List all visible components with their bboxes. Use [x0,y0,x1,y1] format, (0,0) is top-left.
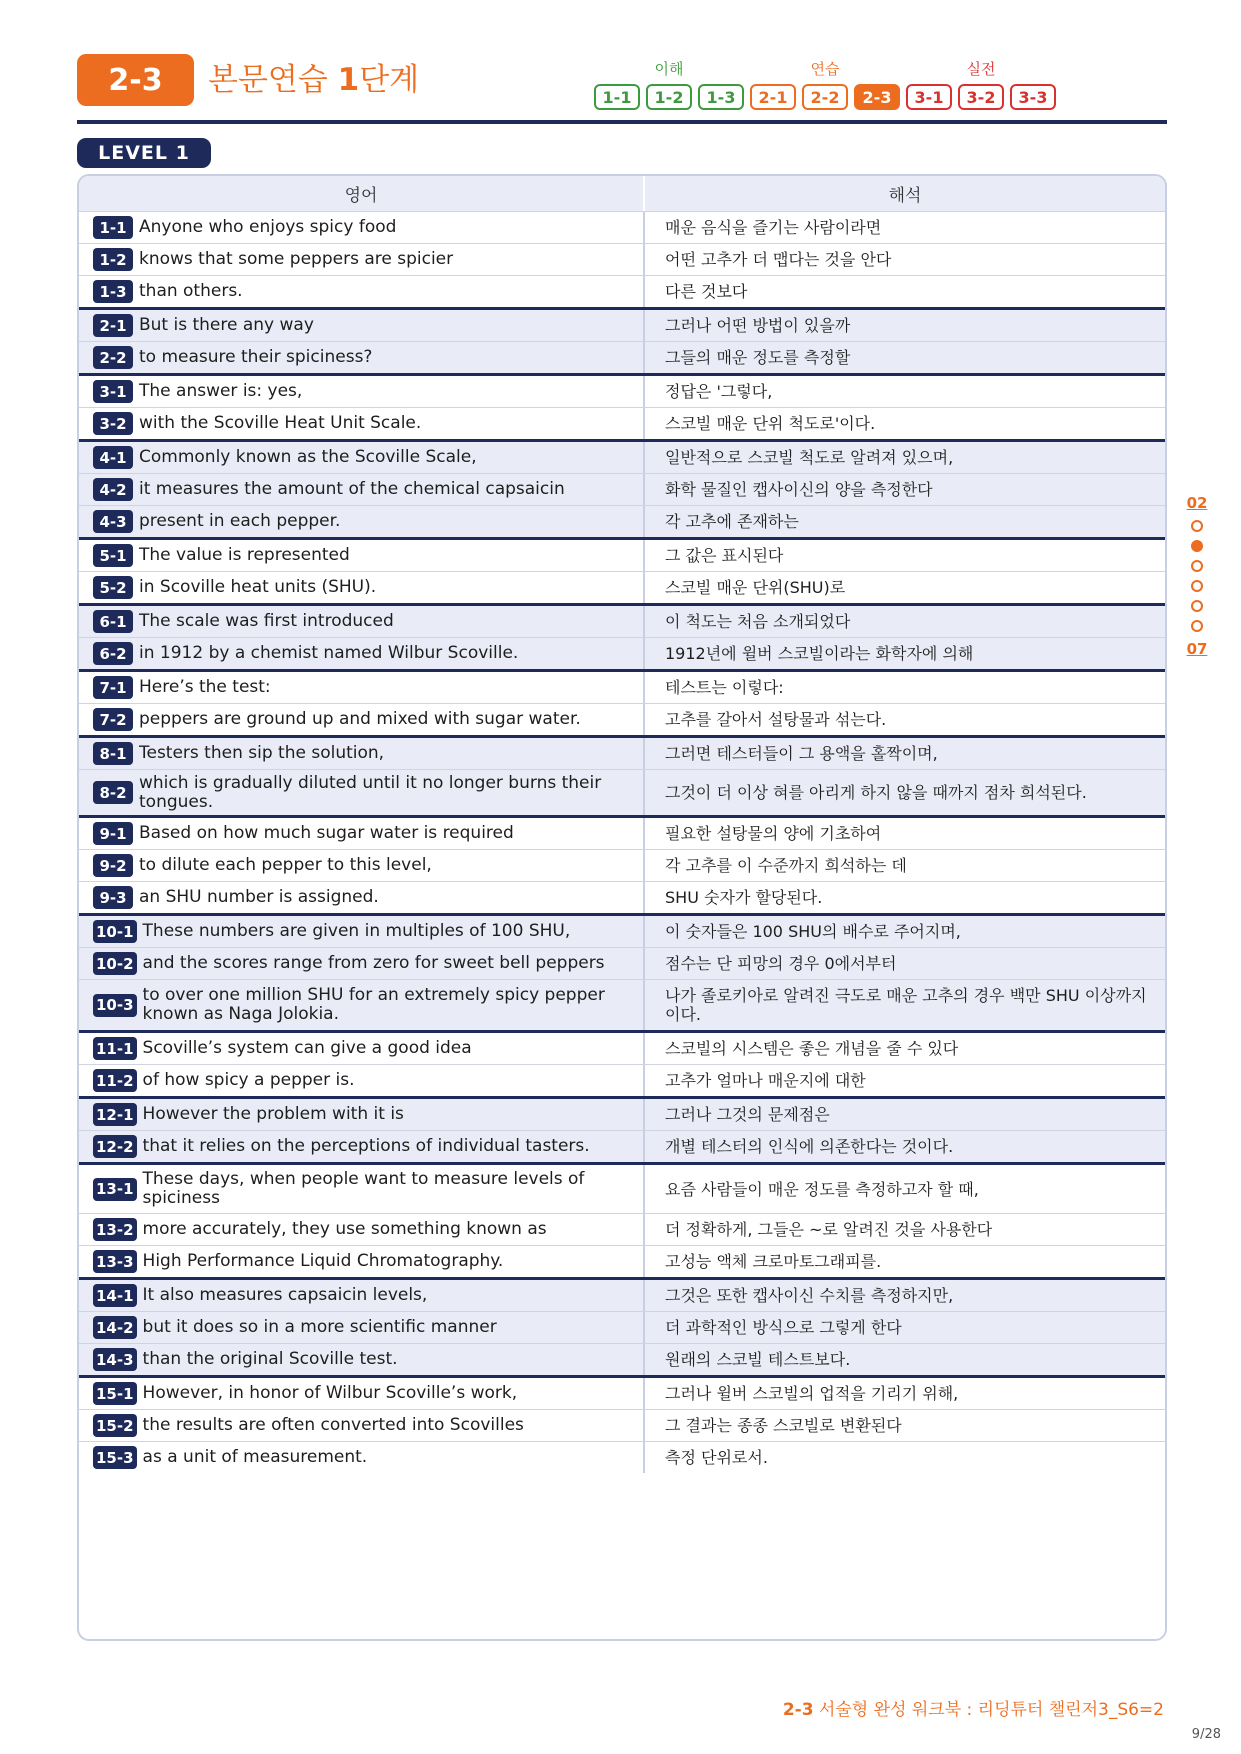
korean-translation-cell: 이 숫자들은 100 SHU의 배수로 주어지며, [643,916,1165,947]
page-number: 9/28 [1191,1727,1221,1742]
english-sentence: which is gradually diluted until it no longer burns their tongues. [139,772,602,812]
step-3-1[interactable]: 3-1 [906,84,952,110]
english-sentence: that it relies on the perceptions of individual tasters. [142,1136,590,1156]
english-sentence: to measure their spiciness? [139,347,373,367]
table-row [79,373,1165,407]
table-row [79,571,1165,603]
english-cell [79,540,643,571]
table-row [79,1162,1165,1213]
korean-translation-cell: 더 정확하게, 그들은 ~로 알려진 것을 사용한다 [643,1214,1165,1245]
english-cell [79,1165,643,1213]
english-cell [79,1312,643,1343]
english-cell [79,408,643,439]
english-sentence: present in each pepper. [139,511,341,531]
table-row [79,849,1165,881]
side-nav-end: 07 [1186,640,1208,658]
english-sentence: Scoville’s system can give a good idea [142,1038,472,1058]
korean-translation-cell: 개별 테스터의 인식에 의존한다는 것이다. [643,1131,1165,1162]
english-cell [79,1442,643,1473]
table-row [79,769,1165,815]
english-cell [79,474,643,505]
english-sentence: Commonly known as the Scoville Scale, [139,447,477,467]
sentence-number-badge: 3-1 [93,380,133,403]
page-title: 본문연습 1단계 [208,62,420,98]
english-sentence: than the original Scoville test. [142,1349,398,1369]
table-row [79,537,1165,571]
korean-translation-cell: 다른 것보다 [643,276,1165,307]
table-row [79,815,1165,849]
table-row [79,979,1165,1030]
english-cell [79,572,643,603]
english-sentence: peppers are ground up and mixed with sugar water. [139,709,581,729]
korean-translation-cell: 매운 음식을 즐기는 사람이라면 [643,212,1165,243]
sentence-number-badge: 14-3 [93,1348,137,1371]
korean-translation-cell: 이 척도는 처음 소개되었다 [643,606,1165,637]
english-cell [79,1033,643,1064]
translation-table [77,174,1167,1641]
step-group-label: 실전 [966,60,996,78]
korean-translation-cell: 필요한 설탕물의 양에 기초하여 [643,818,1165,849]
english-cell [79,1099,643,1130]
english-cell [79,1131,643,1162]
english-cell [79,980,643,1030]
english-cell [79,1280,643,1311]
korean-translation-cell: 정답은 '그렇다, [643,376,1165,407]
column-header-english: 영어 [79,176,643,211]
sentence-number-badge: 8-2 [93,781,133,804]
english-sentence: These days, when people want to measure levels of spiciness [142,1169,585,1208]
table-row [79,505,1165,537]
sentence-number-badge: 13-2 [93,1218,137,1241]
korean-translation-cell: SHU 숫자가 할당된다. [643,882,1165,913]
sentence-number-badge: 12-2 [93,1135,137,1158]
table-row [79,1311,1165,1343]
korean-translation-cell: 더 과학적인 방식으로 그렇게 한다 [643,1312,1165,1343]
english-sentence: it measures the amount of the chemical capsaicin [139,479,565,499]
english-cell [79,1410,643,1441]
table-row [79,637,1165,669]
sentence-number-badge: 1-1 [93,216,133,239]
sentence-number-badge: 6-1 [93,610,133,633]
english-sentence: High Performance Liquid Chromatography. [142,1251,504,1271]
korean-translation-cell: 각 고추를 이 수준까지 희석하는 데 [643,850,1165,881]
english-sentence: The scale was first introduced [139,611,394,631]
step-group-label: 이해 [654,60,684,78]
table-body [79,211,1165,1473]
sentence-number-badge: 1-2 [93,248,133,271]
page-dot-icon[interactable] [1191,620,1203,632]
english-sentence: The value is represented [139,545,350,565]
english-cell [79,948,643,979]
english-sentence: of how spicy a pepper is. [142,1070,355,1090]
step-1-1[interactable]: 1-1 [594,84,640,110]
step-3-2[interactable]: 3-2 [958,84,1004,110]
english-cell [79,770,643,815]
english-sentence: than others. [139,281,243,301]
korean-translation-cell: 요즘 사람들이 매운 정도를 측정하고자 할 때, [643,1165,1165,1213]
sentence-number-badge: 4-1 [93,446,133,469]
step-group-label: 연습 [810,60,840,78]
english-sentence: but it does so in a more scientific manner [142,1317,497,1337]
sentence-number-badge: 7-2 [93,708,133,731]
korean-translation-cell: 스코빌 매운 단위 척도로'이다. [643,408,1165,439]
korean-translation-cell: 그러면 테스터들이 그 용액을 홀짝이며, [643,738,1165,769]
sentence-number-badge: 10-2 [93,952,137,975]
table-row [79,473,1165,505]
table-row [79,603,1165,637]
english-sentence: It also measures capsaicin levels, [142,1285,428,1305]
lesson-badge: 2-3 [77,54,194,106]
sentence-number-badge: 9-3 [93,886,133,909]
side-nav-start: 02 [1186,494,1208,512]
table-row [79,881,1165,913]
sentence-number-badge: 9-1 [93,822,133,845]
sentence-number-badge: 10-3 [93,994,137,1017]
english-sentence: Testers then sip the solution, [139,743,385,763]
korean-translation-cell: 그 결과는 종종 스코빌로 변환된다 [643,1410,1165,1441]
table-row [79,341,1165,373]
english-sentence: and the scores range from zero for sweet bell peppers [142,953,605,973]
current-page-dot-icon[interactable] [1191,540,1203,552]
step-2-3-active[interactable]: 2-3 [854,84,900,110]
korean-translation-cell: 그것이 더 이상 혀를 아리게 하지 않을 때까지 점차 희석된다. [643,770,1165,815]
english-cell [79,606,643,637]
table-row [79,1441,1165,1473]
korean-translation-cell: 테스트는 이렇다: [643,672,1165,703]
korean-translation-cell: 각 고추에 존재하는 [643,506,1165,537]
step-1-2[interactable]: 1-2 [646,84,692,110]
column-header-korean: 해석 [645,176,1165,211]
table-row [79,439,1165,473]
korean-translation-cell: 그러나 그것의 문제점은 [643,1099,1165,1130]
table-row [79,1277,1165,1311]
page-header [77,52,1167,124]
sentence-number-badge: 9-2 [93,854,133,877]
english-cell [79,672,643,703]
english-cell [79,704,643,735]
english-cell [79,638,643,669]
english-cell [79,506,643,537]
english-cell [79,818,643,849]
table-row [79,703,1165,735]
table-row [79,1064,1165,1096]
table-row [79,1409,1165,1441]
table-row [79,1130,1165,1162]
english-cell [79,342,643,373]
sentence-number-badge: 4-3 [93,510,133,533]
sentence-number-badge: 14-2 [93,1316,137,1339]
korean-translation-cell: 그것은 또한 캡사이신 수치를 측정하지만, [643,1280,1165,1311]
english-sentence: These numbers are given in multiples of 100 SHU, [142,921,571,941]
english-cell [79,882,643,913]
sentence-number-badge: 13-3 [93,1250,137,1273]
english-cell [79,1214,643,1245]
side-page-nav [1180,494,1214,658]
page-dot-icon[interactable] [1191,600,1203,612]
korean-translation-cell: 측정 단위로서. [643,1442,1165,1473]
sentence-number-badge: 2-2 [93,346,133,369]
table-row [79,947,1165,979]
level-badge: LEVEL 1 [77,138,211,168]
table-row [79,669,1165,703]
sentence-number-badge: 6-2 [93,642,133,665]
sentence-number-badge: 8-1 [93,742,133,765]
footer-title: 2-3 서술형 완성 워크북 : 리딩튜터 챌린저3_S6=2 [782,1700,1164,1720]
korean-translation-cell: 고추가 얼마나 매운지에 대한 [643,1065,1165,1096]
korean-translation-cell: 그러나 윌버 스코빌의 업적을 기리기 위해, [643,1378,1165,1409]
english-sentence: as a unit of measurement. [142,1447,368,1467]
english-cell [79,738,643,769]
english-cell [79,1344,643,1375]
english-cell [79,212,643,243]
english-sentence: in 1912 by a chemist named Wilbur Scoville. [139,643,519,663]
english-sentence: an SHU number is assigned. [139,887,379,907]
korean-translation-cell: 스코빌의 시스템은 좋은 개념을 줄 수 있다 [643,1033,1165,1064]
sentence-number-badge: 5-2 [93,576,133,599]
korean-translation-cell: 그 값은 표시된다 [643,540,1165,571]
page-dot-icon[interactable] [1191,560,1203,572]
sentence-number-badge: 12-1 [93,1103,137,1126]
sentence-number-badge: 13-1 [93,1178,137,1201]
step-1-3[interactable]: 1-3 [698,84,744,110]
english-sentence: Based on how much sugar water is required [139,823,514,843]
english-sentence: Here’s the test: [139,677,271,697]
english-cell [79,1246,643,1277]
english-sentence: However, in honor of Wilbur Scoville’s work, [142,1383,518,1403]
english-cell [79,310,643,341]
english-sentence: in Scoville heat units (SHU). [139,577,377,597]
english-sentence: to dilute each pepper to this level, [139,855,432,875]
sentence-number-badge: 10-1 [93,920,137,943]
table-row [79,1030,1165,1064]
korean-translation-cell: 고성능 액체 크로마토그래피를. [643,1246,1165,1277]
sentence-number-badge: 14-1 [93,1284,137,1307]
step-2-1[interactable]: 2-1 [750,84,796,110]
page-dot-icon[interactable] [1191,580,1203,592]
step-2-2[interactable]: 2-2 [802,84,848,110]
table-row [79,211,1165,243]
english-sentence: the results are often converted into Scovilles [142,1415,524,1435]
side-nav-dots [1180,520,1214,632]
table-row [79,735,1165,769]
korean-translation-cell: 점수는 단 피망의 경우 0에서부터 [643,948,1165,979]
header-divider [77,120,1167,124]
english-sentence: However the problem with it is [142,1104,404,1124]
english-cell [79,244,643,275]
english-sentence: The answer is: yes, [139,381,303,401]
sentence-number-badge: 4-2 [93,478,133,501]
page-dot-icon[interactable] [1191,520,1203,532]
english-sentence: to over one million SHU for an extremely spicy pepper known as Naga Jolokia. [142,985,605,1024]
table-row [79,1096,1165,1130]
korean-translation-cell: 어떤 고추가 더 맵다는 것을 안다 [643,244,1165,275]
table-row [79,1343,1165,1375]
table-row [79,275,1165,307]
english-cell [79,442,643,473]
korean-translation-cell: 화학 물질인 캡사이신의 양을 측정한다 [643,474,1165,505]
sentence-number-badge: 5-1 [93,544,133,567]
english-sentence: But is there any way [139,315,314,335]
korean-translation-cell: 그들의 매운 정도를 측정할 [643,342,1165,373]
sentence-number-badge: 15-1 [93,1382,137,1405]
korean-translation-cell: 1912년에 윌버 스코빌이라는 화학자에 의해 [643,638,1165,669]
korean-translation-cell: 그러나 어떤 방법이 있을까 [643,310,1165,341]
korean-translation-cell: 원래의 스코빌 테스트보다. [643,1344,1165,1375]
table-row [79,407,1165,439]
english-sentence: with the Scoville Heat Unit Scale. [139,413,422,433]
table-row [79,1245,1165,1277]
sentence-number-badge: 11-2 [93,1069,137,1092]
english-cell [79,850,643,881]
sentence-number-badge: 15-2 [93,1414,137,1437]
table-row [79,1375,1165,1409]
english-cell [79,1378,643,1409]
english-sentence: Anyone who enjoys spicy food [139,217,397,237]
english-cell [79,916,643,947]
english-sentence: knows that some peppers are spicier [139,249,454,269]
sentence-number-badge: 15-3 [93,1446,137,1469]
table-row [79,243,1165,275]
english-cell [79,376,643,407]
english-cell [79,1065,643,1096]
sentence-number-badge: 1-3 [93,280,133,303]
english-sentence: more accurately, they use something known as [142,1219,547,1239]
korean-translation-cell: 고추를 갈아서 설탕물과 섞는다. [643,704,1165,735]
table-row [79,913,1165,947]
sentence-number-badge: 2-1 [93,314,133,337]
table-row [79,1213,1165,1245]
step-3-3[interactable]: 3-3 [1010,84,1056,110]
korean-translation-cell: 일반적으로 스코빌 척도로 알려져 있으며, [643,442,1165,473]
sentence-number-badge: 11-1 [93,1037,137,1060]
sentence-number-badge: 3-2 [93,412,133,435]
korean-translation-cell: 나가 졸로키아로 알려진 극도로 매운 고추의 경우 백만 SHU 이상까지이다. [643,980,1165,1030]
table-row [79,307,1165,341]
sentence-number-badge: 7-1 [93,676,133,699]
english-cell [79,276,643,307]
korean-translation-cell: 스코빌 매운 단위(SHU)로 [643,572,1165,603]
